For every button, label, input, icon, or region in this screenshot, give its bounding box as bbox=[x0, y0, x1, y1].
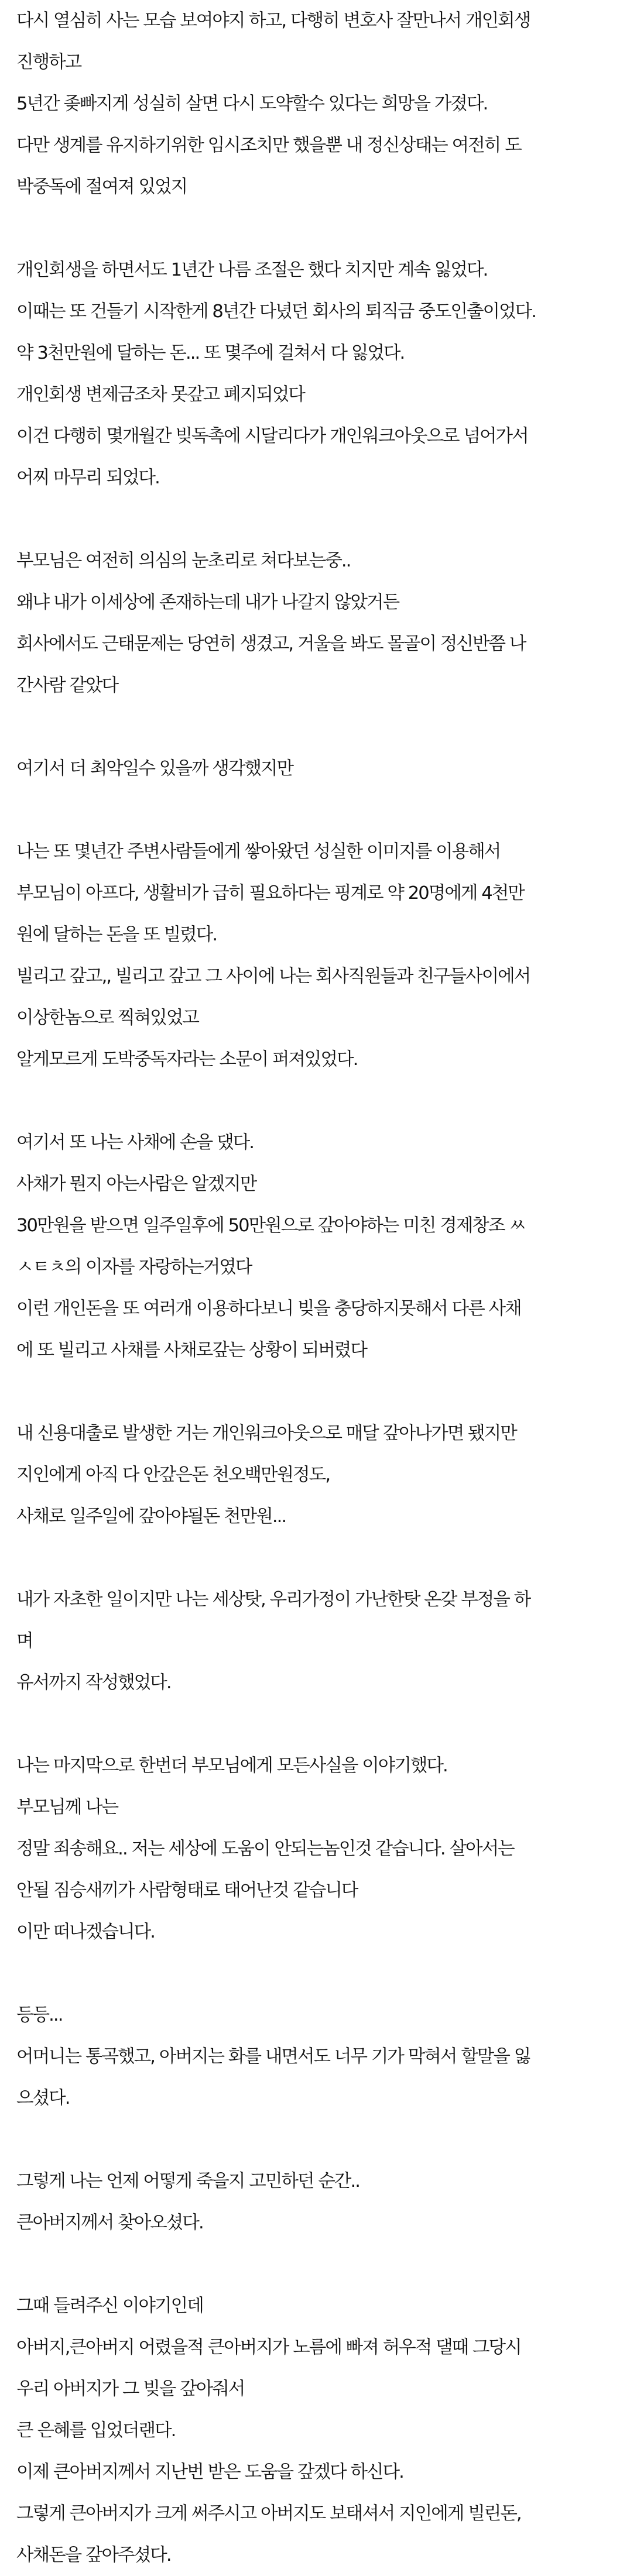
blank-line bbox=[16, 2119, 619, 2161]
text-line: 이만 떠나겠습니다. bbox=[16, 1922, 155, 1942]
blank-line bbox=[16, 1371, 619, 1413]
text-line: 큰 은혜를 입었더랜다. bbox=[16, 2420, 176, 2441]
text-line: 사채돈을 갚아주셨다. bbox=[16, 2545, 171, 2565]
blank-line bbox=[16, 208, 619, 249]
text-line: 그때 들려주신 이야기인데 bbox=[16, 2296, 203, 2316]
text-line: 정말 죄송해요.. 저는 세상에 도움이 안되는놈인것 같습니다. 살아서는 bbox=[16, 1839, 514, 1859]
text-line: 이런 개인돈을 또 여러개 이용하다보니 빚을 충당하지못해서 다른 사채 bbox=[16, 1299, 521, 1319]
blank-line bbox=[16, 1080, 619, 1122]
text-line: 부모님이 아프다, 생활비가 급히 필요하다는 핑계로 약 20명에게 4천만 bbox=[16, 883, 524, 904]
text-line: 으셨다. bbox=[16, 2088, 70, 2108]
text-line: 약 3천만원에 달하는 돈... 또 몇주에 걸쳐서 다 잃었다. bbox=[16, 343, 405, 363]
text-line: 빌리고 갚고,, 빌리고 갚고 그 사이에 나는 회사직원들과 친구들사이에서 bbox=[16, 966, 530, 987]
text-line: 유서까지 작성했었다. bbox=[16, 1672, 171, 1693]
text-line: 아버지,큰아버지 어렸을적 큰아버지가 노름에 빠져 허우적 댈때 그당시 bbox=[16, 2337, 521, 2358]
text-line: 진행하고 bbox=[16, 52, 81, 73]
text-line: 어찌 마무리 되었다. bbox=[16, 468, 159, 488]
blank-line bbox=[16, 1953, 619, 1994]
text-line: 내가 자초한 일이지만 나는 세상탓, 우리가정이 가난한탓 온갖 부정을 하 bbox=[16, 1589, 530, 1610]
text-line: 알게모르게 도박중독자라는 소문이 퍼져있었다. bbox=[16, 1049, 358, 1070]
text-line: 사채가 뭔지 아는사람은 알겠지만 bbox=[16, 1174, 256, 1194]
blank-line bbox=[16, 1537, 619, 1579]
blank-line bbox=[16, 789, 619, 831]
blank-line bbox=[16, 499, 619, 540]
text-line: 등등... bbox=[16, 2005, 63, 2025]
text-line: 개인회생을 하면서도 1년간 나름 조절은 했다 치지만 계속 잃었다. bbox=[16, 260, 488, 280]
text-line: 부모님은 여전히 의심의 눈초리로 쳐다보는중.. bbox=[16, 551, 351, 571]
text-line: 여기서 또 나는 사채에 손을 댔다. bbox=[16, 1132, 254, 1153]
text-line: 개인회생 변제금조차 못갚고 폐지되었다 bbox=[16, 384, 304, 405]
text-line: 부모님께 나는 bbox=[16, 1797, 118, 1818]
text-line: 어머니는 통곡했고, 아버지는 화를 내면서도 너무 기가 막혀서 할말을 잃 bbox=[16, 2046, 530, 2067]
text-line: 우리 아버지가 그 빚을 갚아줘서 bbox=[16, 2379, 245, 2399]
text-line: 나는 마지막으로 한번더 부모님에게 모든사실을 이야기했다. bbox=[16, 1756, 447, 1776]
text-line: 회사에서도 근태문제는 당연히 생겼고, 거울을 봐도 몰골이 정신반쯤 나 bbox=[16, 634, 526, 654]
text-line: 이때는 또 건들기 시작한게 8년간 다녔던 회사의 퇴직금 중도인출이었다. bbox=[16, 301, 536, 322]
post-body bbox=[16, 0, 619, 2576]
text-line: 에 또 빌리고 사채를 사채로갚는 상황이 되버렸다 bbox=[16, 1340, 367, 1361]
blank-line bbox=[16, 706, 619, 748]
text-line: ㅅㅌㅊ의 이자를 자랑하는거였다 bbox=[16, 1257, 252, 1277]
text-line: 나는 또 몇년간 주변사람들에게 쌓아왔던 성실한 이미지를 이용해서 bbox=[16, 842, 501, 862]
blank-line bbox=[16, 1703, 619, 1745]
text-line: 이건 다행히 몇개월간 빚독촉에 시달리다가 개인워크아웃으로 넘어가서 bbox=[16, 426, 528, 446]
text-line: 지인에게 아직 다 안갚은돈 천오백만원정도, bbox=[16, 1465, 330, 1485]
text-line: 5년간 좆빠지게 성실히 살면 다시 도약할수 있다는 희망을 가졌다. bbox=[16, 94, 488, 114]
text-line: 박중독에 절여져 있었지 bbox=[16, 177, 187, 197]
text-line: 간사람 같았다 bbox=[16, 675, 118, 696]
text-line: 여기서 더 최악일수 있을까 생각했지만 bbox=[16, 758, 293, 779]
text-line: 이상한놈으로 찍혀있었고 bbox=[16, 1008, 198, 1028]
text-line: 다만 생계를 유지하기위한 임시조치만 했을뿐 내 정신상태는 여전히 도 bbox=[16, 135, 521, 156]
text-line: 그렇게 큰아버지가 크게 써주시고 아버지도 보태셔서 지인에게 빌린돈, bbox=[16, 2503, 521, 2524]
text-line: 이제 큰아버지께서 지난번 받은 도움을 갚겠다 하신다. bbox=[16, 2462, 403, 2482]
text-line: 왜냐 내가 이세상에 존재하는데 내가 나갈지 않았거든 bbox=[16, 592, 399, 613]
blank-line bbox=[16, 2244, 619, 2285]
text-line: 며 bbox=[16, 1631, 33, 1651]
text-line: 그렇게 나는 언제 어떻게 죽을지 고민하던 순간.. bbox=[16, 2171, 360, 2192]
text-line: 큰아버지께서 찾아오셨다. bbox=[16, 2213, 203, 2233]
text-line: 30만원을 받으면 일주일후에 50만원으로 갚아야하는 미친 경제창조 ㅆ bbox=[16, 1215, 525, 1236]
text-line: 원에 달하는 돈을 또 빌렸다. bbox=[16, 925, 217, 945]
text-line: 다시 열심히 사는 모습 보여야지 하고, 다행히 변호사 잘만나서 개인회생 bbox=[16, 11, 530, 31]
text-line: 안될 짐승새끼가 사람형태로 태어난것 같습니다 bbox=[16, 1880, 358, 1901]
text-line: 사채로 일주일에 갚아야될돈 천만원... bbox=[16, 1506, 286, 1527]
text-line: 내 신용대출로 발생한 거는 개인워크아웃으로 매달 갚아나가면 됐지만 bbox=[16, 1423, 516, 1444]
